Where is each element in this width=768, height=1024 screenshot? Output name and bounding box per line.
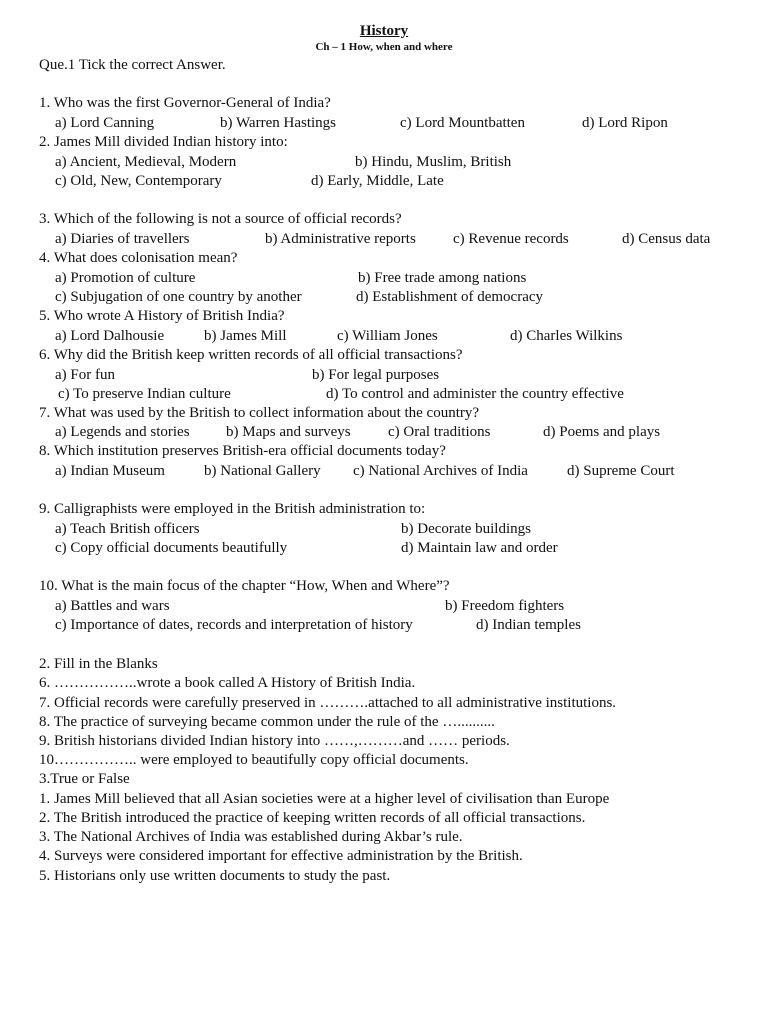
blank-item: 10…………….. were employed to beautifully copy official documents. <box>39 752 469 768</box>
answer-option: b) Hindu, Muslim, British <box>355 154 512 170</box>
answer-option: a) Promotion of culture <box>55 270 196 286</box>
answer-option: b) Maps and surveys <box>226 424 351 440</box>
blanks-heading: 2. Fill in the Blanks <box>39 656 158 672</box>
truefalse-item: 4. Surveys were considered important for effective administration by the British. <box>39 848 523 864</box>
answer-option: c) Copy official documents beautifully <box>55 540 288 556</box>
answer-option: b) Free trade among nations <box>358 270 527 286</box>
answer-option: b) For legal purposes <box>312 367 440 383</box>
answer-option: b) Decorate buildings <box>401 521 531 537</box>
answer-option: d) Supreme Court <box>567 463 675 479</box>
truefalse-item: 1. James Mill believed that all Asian societies were at a higher level of civilisation than Europe <box>39 791 610 807</box>
answer-option: a) Diaries of travellers <box>55 231 190 247</box>
answer-option: d) To control and administer the country effective <box>326 386 624 402</box>
answer-option: b) Warren Hastings <box>220 115 336 131</box>
question-text: 4. What does colonisation mean? <box>39 250 238 266</box>
answer-option: d) Establishment of democracy <box>356 289 544 305</box>
answer-option: d) Lord Ripon <box>582 115 668 131</box>
answer-option: a) Ancient, Medieval, Modern <box>55 154 237 170</box>
answer-option: c) Subjugation of one country by another <box>55 289 302 305</box>
answer-option: d) Charles Wilkins <box>510 328 623 344</box>
answer-option: d) Poems and plays <box>543 424 661 440</box>
question-text: 7. What was used by the British to collect information about the country? <box>39 405 480 421</box>
question-text: 5. Who wrote A History of British India? <box>39 308 285 324</box>
answer-option: b) National Gallery <box>204 463 321 479</box>
question-text: 1. Who was the first Governor-General of India? <box>39 95 331 111</box>
answer-option: d) Maintain law and order <box>401 540 558 556</box>
answer-option: d) Indian temples <box>476 617 581 633</box>
truefalse-item: 2. The British introduced the practice of keeping written records of all official transactions. <box>39 810 586 826</box>
truefalse-item: 3. The National Archives of India was established during Akbar’s rule. <box>39 829 463 845</box>
answer-option: c) Importance of dates, records and interpretation of history <box>55 617 413 633</box>
answer-option: c) Old, New, Contemporary <box>55 173 222 189</box>
answer-option: c) Lord Mountbatten <box>400 115 525 131</box>
blank-item: 7. Official records were carefully preserved in ……….attached to all administrative institutions. <box>39 695 617 711</box>
blank-item: 9. British historians divided Indian history into ……,………and …… periods. <box>39 733 510 749</box>
answer-option: a) Indian Museum <box>55 463 165 479</box>
answer-option: b) Freedom fighters <box>445 598 565 614</box>
answer-option: c) Revenue records <box>453 231 569 247</box>
truefalse-heading: 3.True or False <box>39 771 130 787</box>
question-text: 3. Which of the following is not a source of official records? <box>39 211 402 227</box>
blank-item: 8. The practice of surveying became common under the rule of the ….......... <box>39 714 495 730</box>
answer-option: b) James Mill <box>204 328 287 344</box>
answer-option: a) Battles and wars <box>55 598 170 614</box>
answer-option: a) Lord Dalhousie <box>55 328 165 344</box>
question-text: 6. Why did the British keep written records of all official transactions? <box>39 347 463 363</box>
answer-option: c) William Jones <box>337 328 438 344</box>
blank-item: 6. ……………..wrote a book called A History of British India. <box>39 675 416 691</box>
truefalse-item: 5. Historians only use written documents to study the past. <box>39 868 391 884</box>
answer-option: a) Lord Canning <box>55 115 155 131</box>
answer-option: a) For fun <box>55 367 115 383</box>
answer-option: a) Teach British officers <box>55 521 200 537</box>
answer-option: d) Early, Middle, Late <box>311 173 444 189</box>
answer-option: d) Census data <box>622 231 711 247</box>
answer-option: b) Administrative reports <box>265 231 416 247</box>
question-text: 2. James Mill divided Indian history into: <box>39 134 288 150</box>
question-text: 8. Which institution preserves British-era official documents today? <box>39 443 446 459</box>
answer-option: c) To preserve Indian culture <box>58 386 231 402</box>
mcq-heading: Que.1 Tick the correct Answer. <box>39 57 226 73</box>
page-title: History <box>359 23 409 39</box>
answer-option: c) National Archives of India <box>353 463 528 479</box>
question-text: 10. What is the main focus of the chapter “How, When and Where”? <box>39 578 450 594</box>
answer-option: a) Legends and stories <box>55 424 190 440</box>
question-text: 9. Calligraphists were employed in the British administration to: <box>39 501 426 517</box>
chapter-subtitle: Ch – 1 How, when and where <box>315 41 453 53</box>
answer-option: c) Oral traditions <box>388 424 491 440</box>
